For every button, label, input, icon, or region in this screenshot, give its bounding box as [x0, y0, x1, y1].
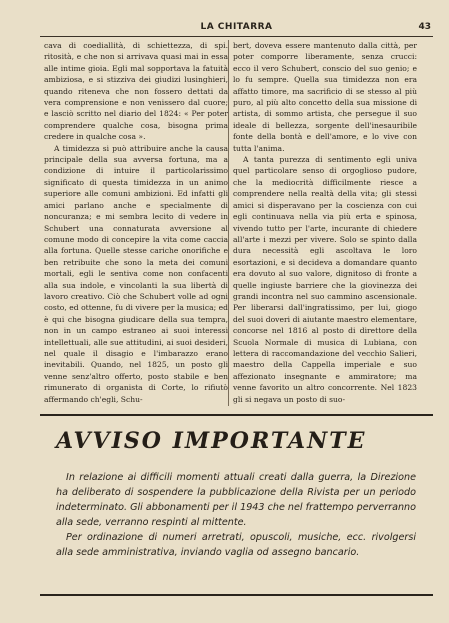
page-number: 43 — [418, 22, 431, 32]
notice-title: AVVISO IMPORTANTE — [56, 428, 367, 454]
notice-body — [56, 470, 416, 588]
article-paragraph: bert, doveva essere mantenuto dalla città, per poter comporre liberamente, senza crucci: ecco il vero Schubert, conscio del suo genio; e lo fu sempre. Quella sua timidezza non era affatto timore, ma sacrificio di se stesso al più puro, al più alto concetto della sua missione di artista, di sommo artista, che persegue il suo ideale di bellezza, sorgente dell'inesauribile fonte della bontà e dell'amore, e lo vive con tutta l'anima. — [233, 41, 417, 153]
article-column-left — [44, 40, 228, 406]
column-divider — [228, 40, 229, 406]
notice-paragraph: Per ordinazione di numeri arretrati, opuscoli, musiche, ecc. rivolgersi alla sede amministrativa, inviando vaglia od assegno bancario. — [56, 532, 416, 558]
article-paragraph: cava di coediallità, di schiettezza, di spi. ritosità, e che non si arrivava quasi mai in essa alle intime gioia. Egli mal sopportava la fatuità ambiziosa, e si stizziva dei giudizi lusinghieri, quando riteneva che non fossero dettati da vera comprensione e non venissero dal cuore; e lasciò scritto nel diario del 1824: « Per poter comprendere qualche cosa, bisogna prima credere in qualche cosa ». — [44, 41, 228, 142]
notice-rule-top — [40, 414, 433, 416]
notice-rule-bottom — [40, 594, 433, 596]
notice-paragraph: In relazione ai difficili momenti attuali creati dalla guerra, la Direzione ha deliberato di sospendere la pubblicazione della Rivista per un periodo indeterminato. Gli abbonamenti per il 1943 che nel frattempo perverranno alla sede, verranno respinti al mittente. — [56, 472, 416, 528]
magazine-title: LA CHITARRA — [200, 22, 273, 32]
article-paragraph: A timidezza si può attribuire anche la causa principale della sua avversa fortuna, ma a condizione di intuire il particolarissimo significato di questa timidezza in un animo superiore alle comuni ambizioni. Ed infatti gli amici parlano anche e specialmente di noncuranza; e mi sembra lecito di vedere in Schubert una connaturata avversione al comune modo di concepire la vita come caccia alla fortuna. Quelle stesse cariche onorifiche e ben retribuite che sono la meta dei comuni mortali, egli le sentiva come non confacenti alla sua indole, e vincolanti la sua libertà di lavoro creativo. Ciò che Schubert volle ad ogni costo, ed ottenne, fu di vivere per la musica; ed è qui che bisogna giudicare della sua tempra, non in un campo estraneo ai suoi interessi intellettuali, alle sue attitudini, ai suoi desideri, nel quale il disagio e l'imbarazzo erano inevitabili. Quando, nel 1825, un posto gli venne senz'altro offerto, posto stabile e ben rimunerato di organista di Corte, lo rifiutò affermando ch'egli, Schu- — [44, 143, 228, 404]
article-column-right — [233, 40, 417, 406]
header-rule — [40, 36, 433, 37]
article-paragraph: A tanta purezza di sentimento egli univa quel particolare senso di orgoglioso pudore, che la mediocrità difficilmente riesce a comprendere nella realtà della vita; gli stessi amici si disperavano per la coscienza con cui egli continuava nella via più erta e spinosa, vivendo tutto per l'arte, incurante di chiedere all'arte i mezzi per vivere. Solo se spinto dalla dura necessità egli ascoltava le loro esortazioni, e si decideva a domandare quanto era dovuto al suo valore, dignitoso di fronte a quelle ingiuste barriere che la giovinezza dei grandi incontra nel suo cammino ascensionale. Per liberarsi dall'ingratissimo, per lui, giogo del suoi doveri di aiutante maestro elementare, concorse nel 1816 al posto di direttore della Scuola Normale di musica di Lubiana, con lettera di raccomandazione del vecchio Salieri, maestro della Cappella imperiale e suo affezionato insegnante e ammiratore; ma venne favorito un altro concorrente. Nel 1823 gli si negava un posto di suo- — [233, 155, 417, 404]
page-header — [40, 22, 433, 36]
